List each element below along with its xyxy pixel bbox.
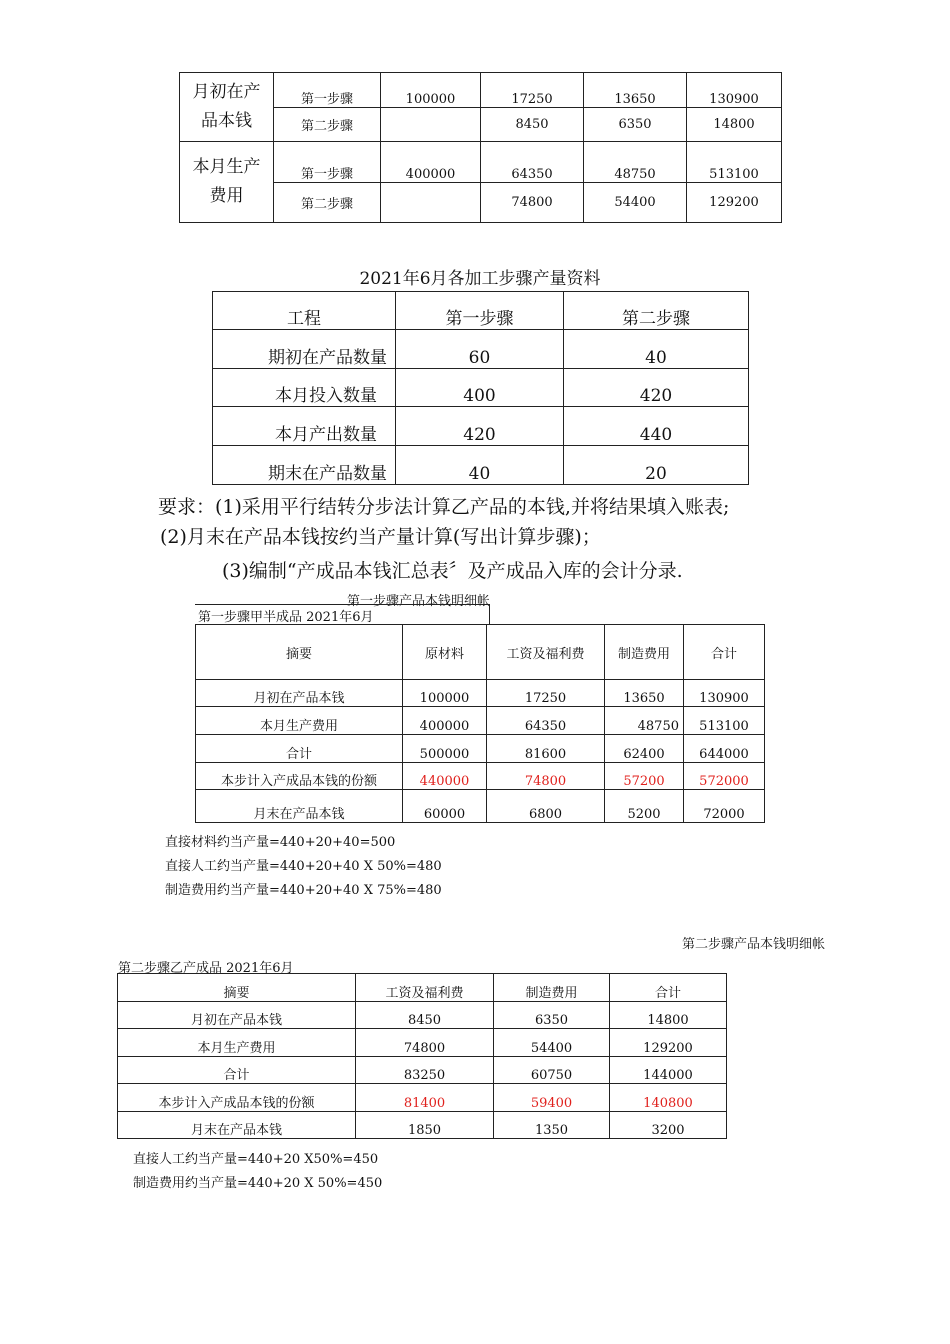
- top-cost-table: [179, 72, 782, 223]
- ledger2-value-cell: 60750: [494, 1057, 610, 1084]
- ledger2-row-label: 本月生产费用: [118, 1029, 356, 1057]
- ledger1-note: 制造费用约当产量=440+20+40 X 75%=480: [165, 883, 442, 898]
- output-value-cell: 420: [396, 407, 564, 446]
- ledger1-note: 直接人工约当产量=440+20+40 X 50%=480: [165, 859, 442, 874]
- top-step-cell: 第二步骤: [274, 183, 381, 223]
- ledger1-row-label: 本步计入产成品本钱的份额: [196, 763, 403, 790]
- ledger1-value-cell: 100000: [403, 680, 487, 707]
- ledger1-value-cell: 513100: [684, 707, 765, 735]
- ledger1-header-cell: 工资及福利费: [487, 625, 605, 680]
- output-row-label: 本月产出数量: [213, 407, 396, 446]
- ledger2-value-cell: 140800: [610, 1084, 727, 1112]
- top-value-cell: 130900: [687, 73, 782, 108]
- ledger2-row-label: 本步计入产成品本钱的份额: [118, 1084, 356, 1112]
- top-value-cell: 400000: [381, 142, 481, 183]
- ledger1-value-cell: 48750: [605, 707, 684, 735]
- ledger2-value-cell: 144000: [610, 1057, 727, 1084]
- top-value-cell: [381, 183, 481, 223]
- ledger2-value-cell: 3200: [610, 1112, 727, 1139]
- ledger1-value-cell: 6800: [487, 790, 605, 823]
- ledger1-value-cell: 81600: [487, 735, 605, 763]
- top-value-cell: 13650: [584, 73, 687, 108]
- ledger1-value-cell: 74800: [487, 763, 605, 790]
- ledger2-table: [117, 973, 727, 1139]
- output-header-cell: 第一步骤: [396, 292, 564, 330]
- output-table-title: 2021年6月各加工步骤产量资料: [359, 269, 601, 289]
- top-value-cell: 14800: [687, 108, 782, 142]
- output-row-label: 期末在产品数量: [213, 446, 396, 485]
- output-header-cell: 工程: [213, 292, 396, 330]
- ledger2-title: 第二步骤产品本钱明细帐: [682, 937, 826, 952]
- output-value-cell: 20: [564, 446, 749, 485]
- top-value-cell: 17250: [481, 73, 584, 108]
- ledger2-row-label: 月末在产品本钱: [118, 1112, 356, 1139]
- ledger2-value-cell: 74800: [356, 1029, 494, 1057]
- ledger1-value-cell: 500000: [403, 735, 487, 763]
- ledger2-value-cell: 1350: [494, 1112, 610, 1139]
- ledger1-value-cell: 644000: [684, 735, 765, 763]
- ledger1-subtitle: 第一步骤甲半成品 2021年6月: [198, 610, 374, 625]
- ledger1-value-cell: 57200: [605, 763, 684, 790]
- ledger1-value-cell: 5200: [605, 790, 684, 823]
- ledger1-note: 直接材料约当产量=440+20+40=500: [165, 835, 396, 850]
- output-header-cell: 第二步骤: [564, 292, 749, 330]
- ledger2-row-label: 合计: [118, 1057, 356, 1084]
- ledger2-value-cell: 83250: [356, 1057, 494, 1084]
- ledger1-row-label: 月末在产品本钱: [196, 790, 403, 823]
- ledger2-value-cell: 129200: [610, 1029, 727, 1057]
- ledger1-row-label: 月初在产品本钱: [196, 680, 403, 707]
- ledger2-note: 直接人工约当产量=440+20 X50%=450: [133, 1152, 379, 1167]
- output-value-cell: 400: [396, 369, 564, 407]
- top-group-label: 本月生产 费用: [180, 142, 274, 223]
- ledger2-header-cell: 摘要: [118, 974, 356, 1002]
- ledger2-header-cell: 工资及福利费: [356, 974, 494, 1002]
- ledger1-title: 第一步骤产品本钱明细帐: [347, 594, 491, 609]
- output-row-label: 本月投入数量: [213, 369, 396, 407]
- top-value-cell: 8450: [481, 108, 584, 142]
- ledger1-row-label: 合计: [196, 735, 403, 763]
- output-row-label: 期初在产品数量: [213, 330, 396, 369]
- top-value-cell: 64350: [481, 142, 584, 183]
- top-value-cell: 74800: [481, 183, 584, 223]
- output-value-cell: 40: [396, 446, 564, 485]
- ledger2-row-label: 月初在产品本钱: [118, 1002, 356, 1029]
- top-value-cell: 100000: [381, 73, 481, 108]
- ledger2-value-cell: 54400: [494, 1029, 610, 1057]
- ledger1-value-cell: 62400: [605, 735, 684, 763]
- ledger1-header-cell: 制造费用: [605, 625, 684, 680]
- output-value-cell: 40: [564, 330, 749, 369]
- ledger2-header-cell: 制造费用: [494, 974, 610, 1002]
- ledger2-value-cell: 81400: [356, 1084, 494, 1112]
- ledger1-header-cell: 摘要: [196, 625, 403, 680]
- ledger1-value-cell: 64350: [487, 707, 605, 735]
- top-step-cell: 第二步骤: [274, 108, 381, 142]
- top-value-cell: 6350: [584, 108, 687, 142]
- ledger2-subtitle: 第二步骤乙产成品 2021年6月: [118, 961, 294, 976]
- requirement-line-3: (3)编制“产成品本钱汇总表〞及产成品入库的会计分录.: [222, 560, 683, 582]
- ledger1-value-cell: 440000: [403, 763, 487, 790]
- ledger1-value-cell: 130900: [684, 680, 765, 707]
- ledger1-value-cell: 572000: [684, 763, 765, 790]
- ledger2-value-cell: 6350: [494, 1002, 610, 1029]
- top-value-cell: [381, 108, 481, 142]
- ledger1-row-label: 本月生产费用: [196, 707, 403, 735]
- top-step-cell: 第一步骤: [274, 142, 381, 183]
- output-quantity-table: [212, 291, 749, 485]
- ledger1-value-cell: 13650: [605, 680, 684, 707]
- top-value-cell: 48750: [584, 142, 687, 183]
- ledger2-value-cell: 14800: [610, 1002, 727, 1029]
- ledger1-value-cell: 60000: [403, 790, 487, 823]
- output-value-cell: 420: [564, 369, 749, 407]
- ledger2-header-cell: 合计: [610, 974, 727, 1002]
- ledger1-value-cell: 17250: [487, 680, 605, 707]
- ledger1-value-cell: 400000: [403, 707, 487, 735]
- ledger1-value-cell: 72000: [684, 790, 765, 823]
- ledger1-header-cell: 合计: [684, 625, 765, 680]
- ledger2-value-cell: 59400: [494, 1084, 610, 1112]
- requirement-line-1: 要求：(1)采用平行结转分步法计算乙产品的本钱,并将结果填入账表;: [158, 496, 730, 518]
- ledger1-header-cell: 原材料: [403, 625, 487, 680]
- ledger1-table: [195, 624, 765, 823]
- ledger2-value-cell: 8450: [356, 1002, 494, 1029]
- top-value-cell: 513100: [687, 142, 782, 183]
- output-value-cell: 440: [564, 407, 749, 446]
- top-step-cell: 第一步骤: [274, 73, 381, 108]
- requirement-line-2: (2)月末在产品本钱按约当产量计算(写出计算步骤)；: [160, 526, 601, 548]
- top-value-cell: 129200: [687, 183, 782, 223]
- output-value-cell: 60: [396, 330, 564, 369]
- ledger2-note: 制造费用约当产量=440+20 X 50%=450: [133, 1176, 383, 1191]
- top-group-label: 月初在产 品本钱: [180, 73, 274, 142]
- top-value-cell: 54400: [584, 183, 687, 223]
- ledger2-value-cell: 1850: [356, 1112, 494, 1139]
